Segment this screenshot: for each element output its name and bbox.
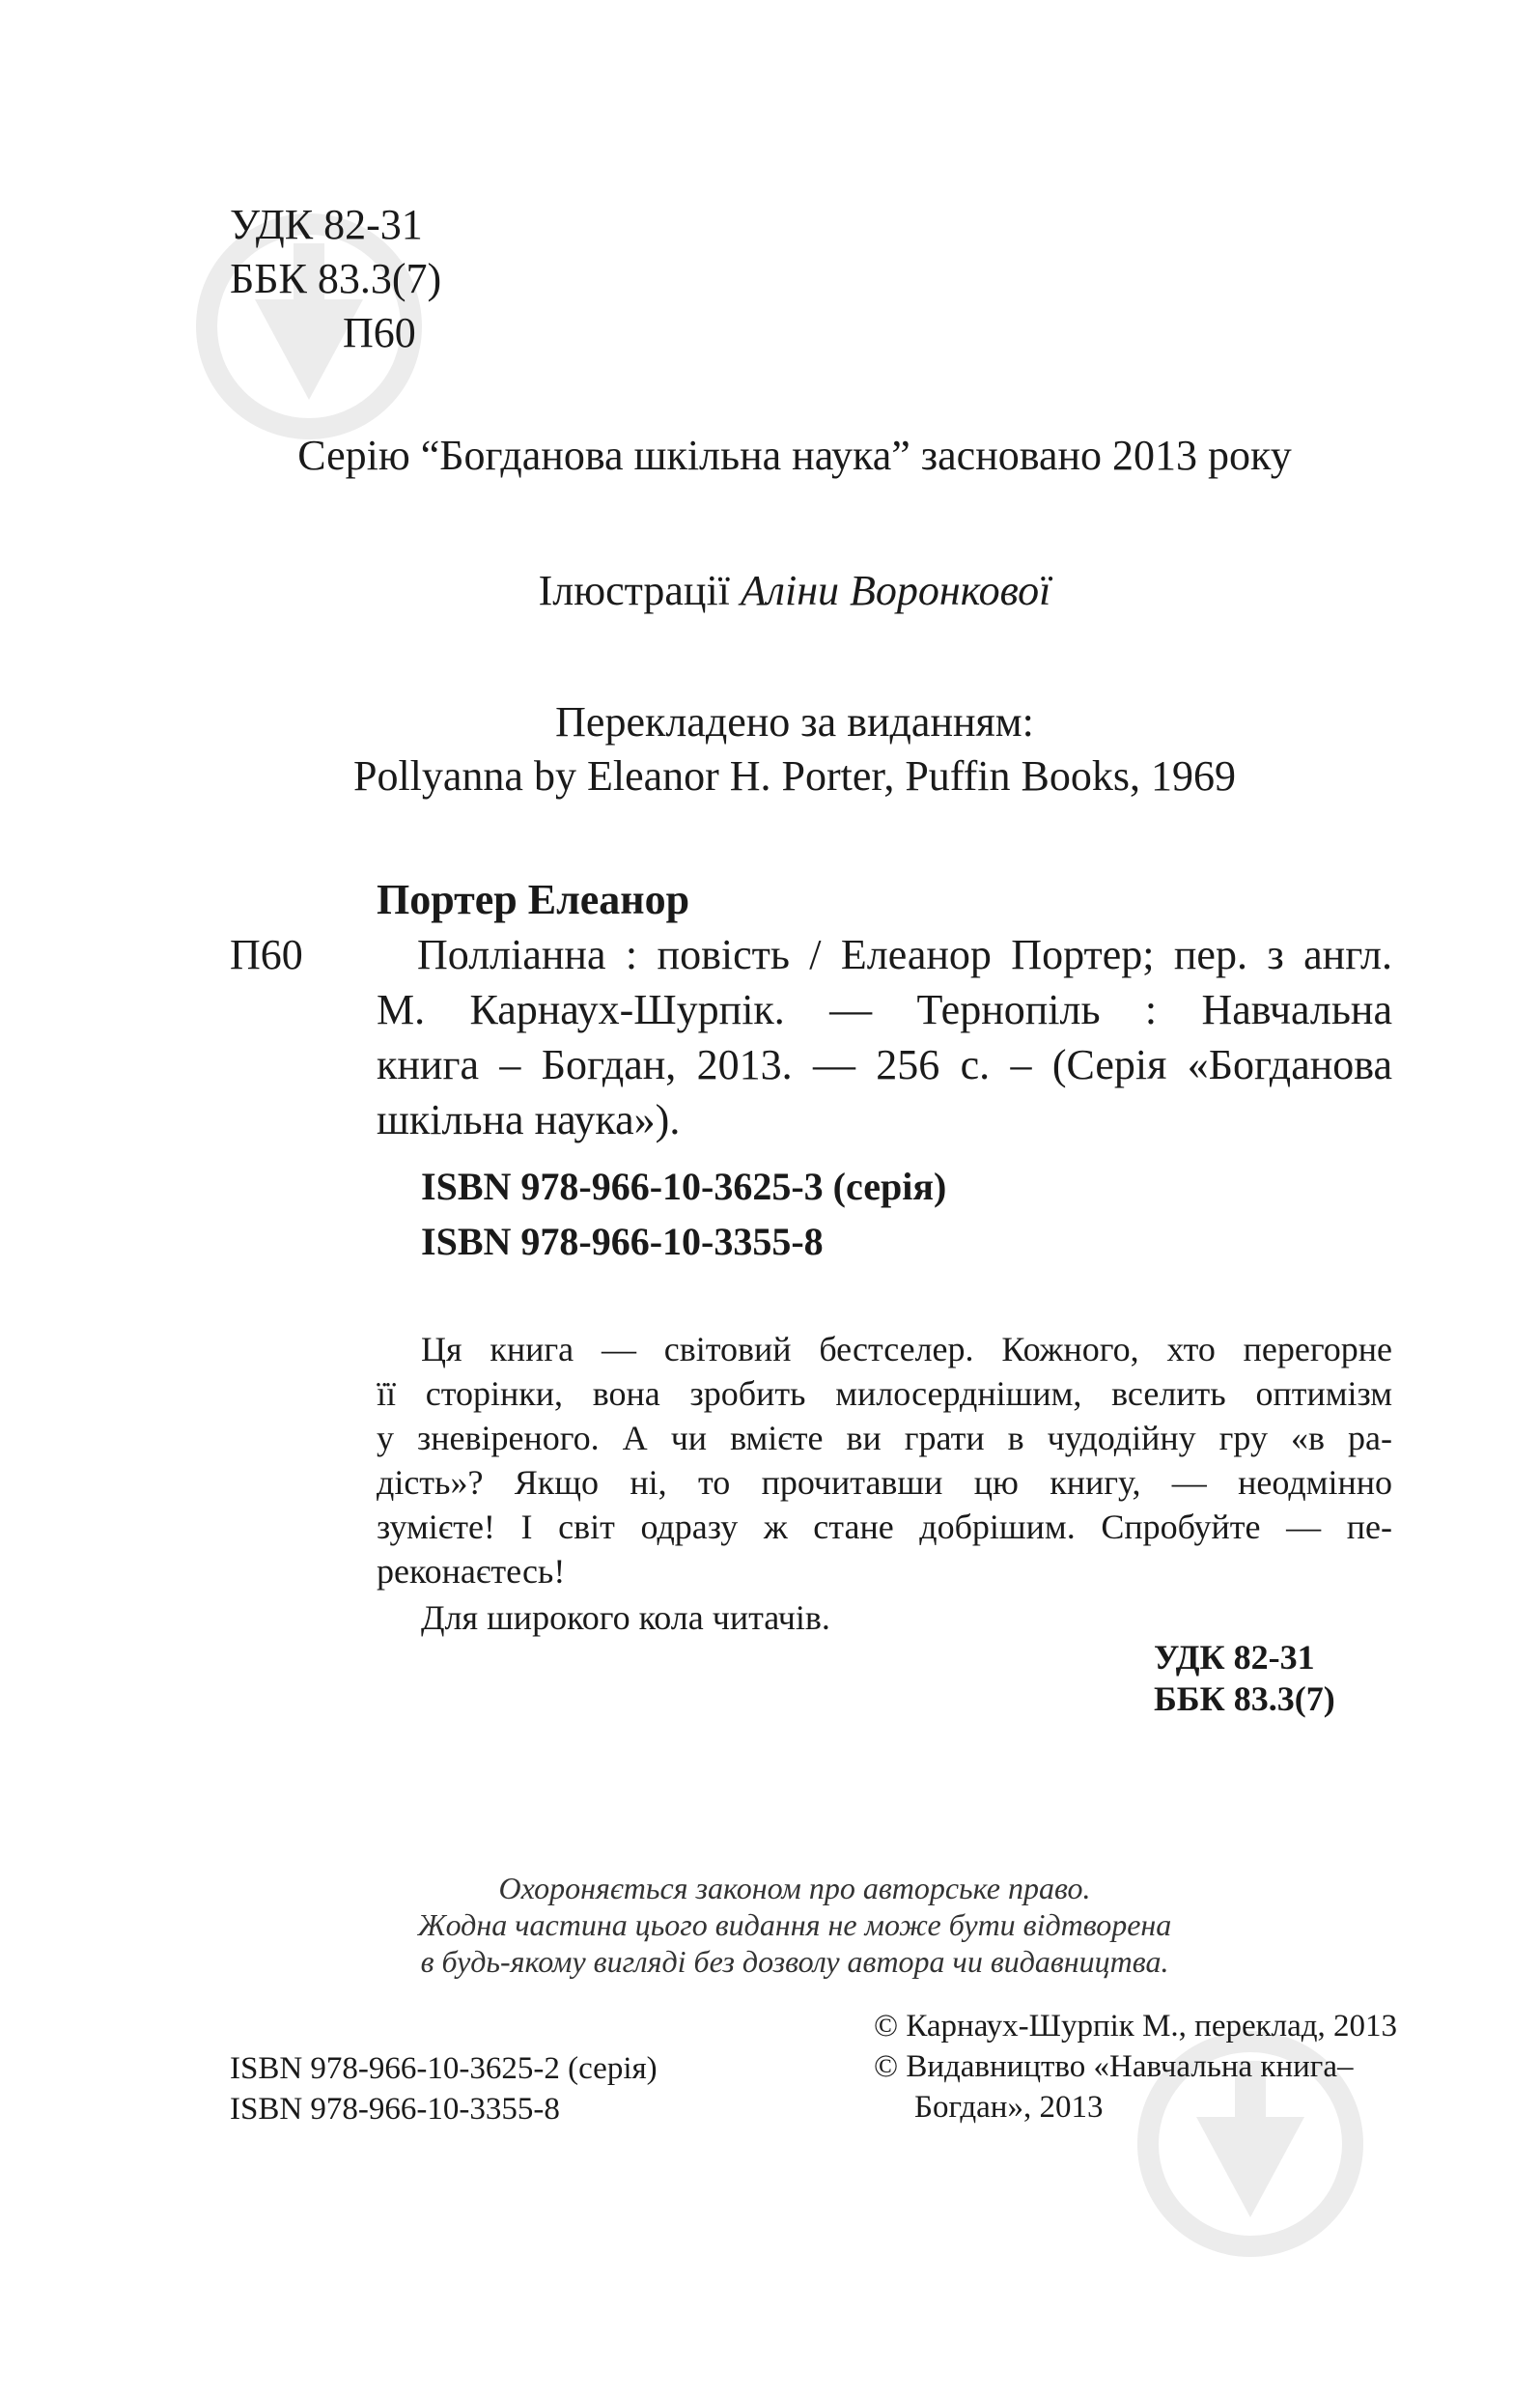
copyright-translation: © Карнаух-Шурпік М., переклад, 2013 bbox=[874, 2009, 1398, 2044]
udk-code-bottom: УДК 82-31 bbox=[1154, 1638, 1315, 1677]
author-sign: П60 bbox=[343, 309, 416, 356]
catalog-sign: П60 bbox=[230, 931, 303, 978]
annotation-audience: Для широкого кола читачів. bbox=[421, 1598, 830, 1637]
catalog-isbn-series: ISBN 978-966-10-3625-3 (серія) bbox=[421, 1165, 947, 1208]
copyright-notice-line: Жодна частина цього видання не може бути відтворена bbox=[417, 1907, 1172, 1942]
copyright-notice-line: Охороняється законом про авторське право. bbox=[498, 1871, 1091, 1905]
illustrations-prefix: Ілюстрації bbox=[538, 567, 730, 614]
copyright-publisher-cont: Богдан», 2013 bbox=[914, 2090, 1104, 2125]
annotation-line: Ця книга — світовий бестселер. Кожного, хто перегорне bbox=[421, 1330, 1392, 1368]
copyright-notice-line: в будь-якому вигляді без дозволу автора чи видавництва. bbox=[420, 1944, 1169, 1979]
annotation-line: у зневіреного. А чи вмієте ви грати в чудодійну гру «в ра- bbox=[377, 1419, 1392, 1457]
catalog-line: книга – Богдан, 2013. — 256 с. – (Серія «Богданова bbox=[377, 1041, 1392, 1088]
annotation-line: її сторінки, вона зробить милосерднішим, вселить оптимізм bbox=[377, 1374, 1392, 1413]
translation-source-line2: Pollyanna by Eleanor H. Porter, Puffin Books, 1969 bbox=[352, 752, 1236, 800]
catalog-line: Полліанна : повість / Елеанор Портер; пер. з англ. bbox=[417, 931, 1392, 978]
illustrations-artist: Аліни Воронкової bbox=[740, 567, 1051, 614]
isbn-book-bottom: ISBN 978-966-10-3355-8 bbox=[230, 2092, 560, 2127]
catalog-line: шкільна наука»). bbox=[377, 1096, 681, 1143]
illustrations-credit bbox=[230, 566, 1359, 616]
bbk-code-bottom: ББК 83.3(7) bbox=[1154, 1679, 1335, 1718]
bbk-code: ББК 83.3(7) bbox=[230, 255, 442, 302]
isbn-series-bottom: ISBN 978-966-10-3625-2 (серія) bbox=[230, 2051, 658, 2086]
copyright-publisher: © Видавництво «Навчальна книга– bbox=[874, 2049, 1354, 2084]
annotation-line: дість»? Якщо ні, то прочитавши цю книгу, — неодмінно bbox=[377, 1463, 1392, 1502]
series-note: Серію “Богданова шкільна наука” засновано 2013 року bbox=[297, 432, 1292, 479]
udk-code: УДК 82-31 bbox=[230, 201, 423, 248]
translation-source-line1: Перекладено за виданням: bbox=[555, 698, 1034, 746]
catalog-author: Портер Елеанор bbox=[377, 876, 690, 923]
annotation-line: реконаєтесь! bbox=[377, 1552, 566, 1591]
annotation-line: зумієте! І світ одразу ж стане добрішим. Спробуйте — пе- bbox=[377, 1508, 1392, 1546]
catalog-line: М. Карнаух-Шурпік. — Тернопіль : Навчальна bbox=[377, 986, 1392, 1033]
catalog-isbn: ISBN 978-966-10-3355-8 bbox=[421, 1220, 824, 1263]
